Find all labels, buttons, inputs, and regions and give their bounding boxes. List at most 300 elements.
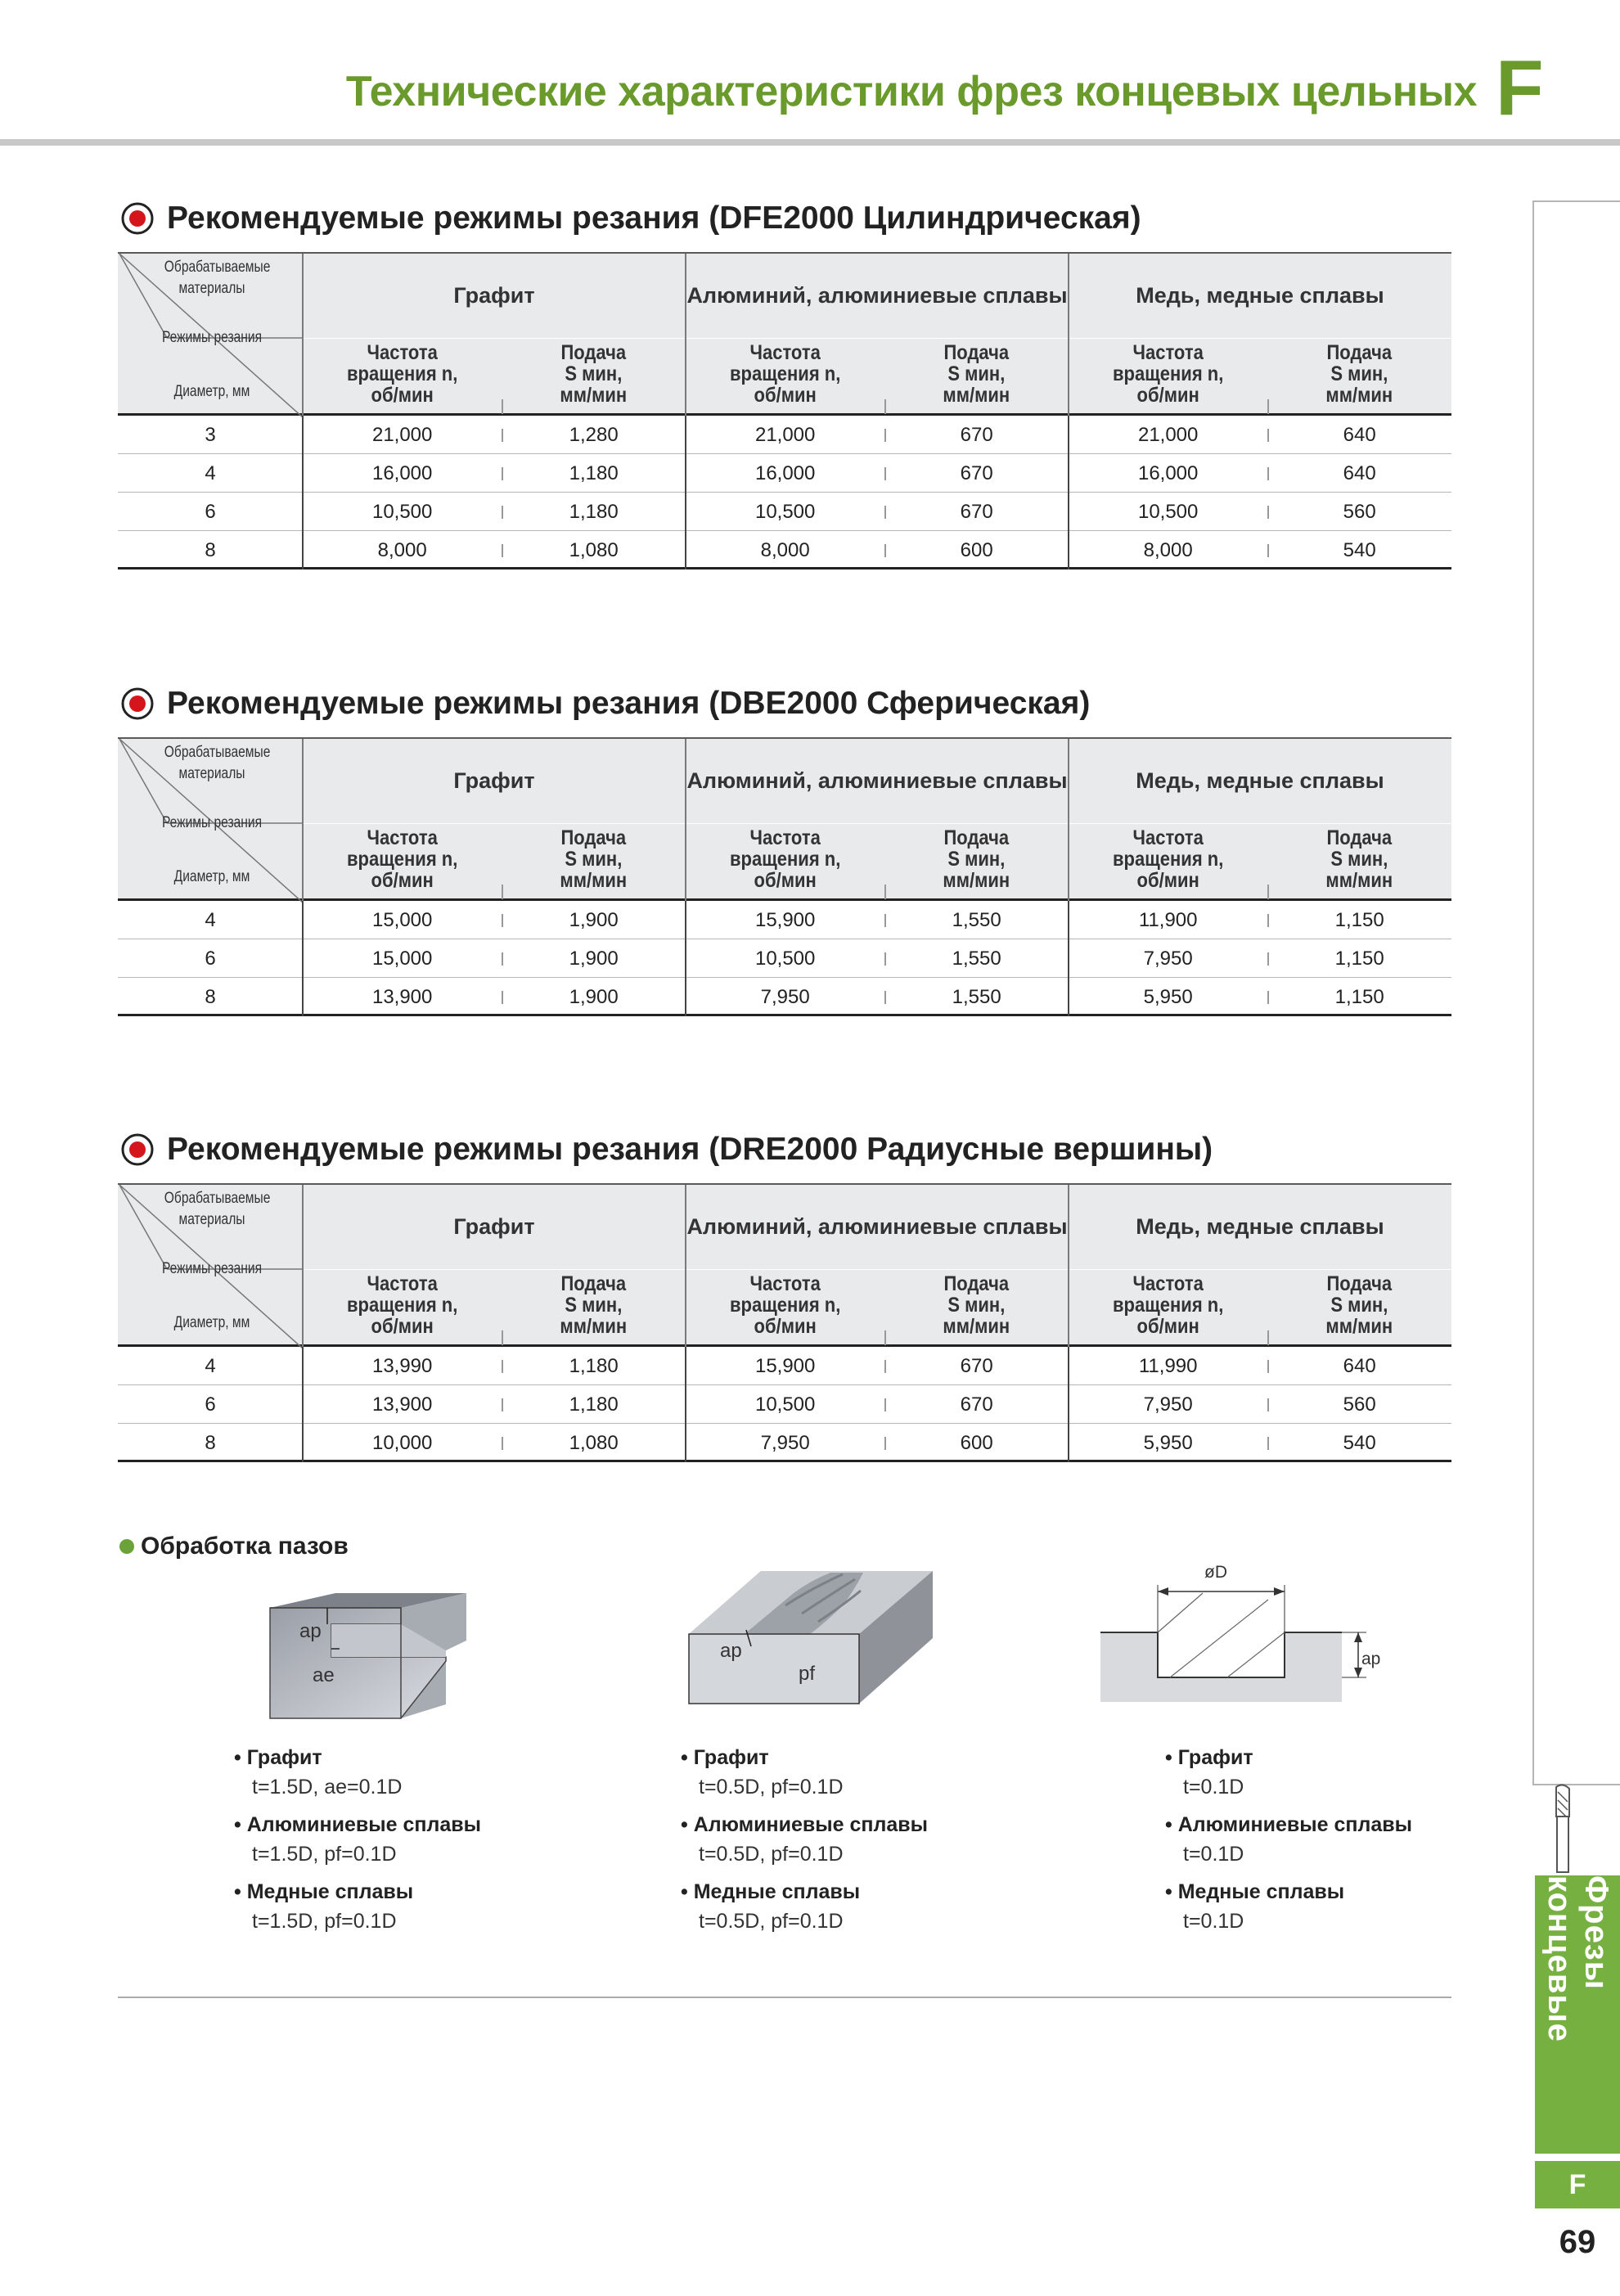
feed-subheader bbox=[1279, 827, 1441, 891]
speed-subheader bbox=[698, 827, 873, 891]
body-col-divider bbox=[1068, 978, 1069, 1016]
feed-cell: 540 bbox=[1343, 539, 1376, 561]
speed-subheader bbox=[698, 1273, 873, 1337]
speed-cell: 10,500 bbox=[1137, 501, 1199, 523]
header-col-divider bbox=[1068, 1185, 1069, 1348]
diameter-cell: 8 bbox=[205, 539, 216, 561]
cell-tick bbox=[1267, 467, 1269, 480]
feed-subheader-line: Подача bbox=[943, 341, 1010, 364]
diameter-cell: 8 bbox=[205, 1432, 216, 1454]
cell-tick bbox=[884, 1398, 886, 1411]
bottom-divider bbox=[118, 1997, 1451, 1998]
body-col-divider bbox=[1068, 939, 1069, 978]
speed-subheader-line: об/мин bbox=[1136, 869, 1199, 892]
note-value: t=0.5D, pf=0.1D bbox=[699, 1843, 844, 1866]
speed-subheader-line: Частота bbox=[749, 341, 821, 364]
cell-tick bbox=[1267, 991, 1269, 1004]
header-tick bbox=[884, 885, 886, 899]
speed-cell: 13,900 bbox=[371, 1393, 433, 1416]
feed-subheader-line: S мин, bbox=[947, 362, 1006, 385]
speed-cell: 15,000 bbox=[371, 948, 433, 970]
feed-cell: 670 bbox=[960, 1393, 993, 1416]
material-name: Медь, медные сплавы bbox=[1136, 768, 1384, 793]
feed-subheader-line: Подача bbox=[560, 826, 627, 849]
speed-subheader-line: Частота bbox=[367, 341, 438, 364]
materials-label: Обрабатываемые материалы bbox=[164, 259, 271, 297]
speed-cell: 16,000 bbox=[371, 462, 433, 484]
cell-tick bbox=[502, 991, 503, 1004]
feed-subheader-line: S мин, bbox=[1330, 848, 1388, 871]
section-letter: F bbox=[1496, 44, 1544, 132]
cell-tick bbox=[1267, 1437, 1269, 1450]
cutting-table bbox=[118, 1183, 1451, 1462]
body-col-divider bbox=[685, 901, 686, 939]
table-section-title bbox=[121, 1132, 1213, 1168]
cell-tick bbox=[1267, 544, 1269, 557]
body-col-divider bbox=[302, 493, 304, 531]
cell-tick bbox=[884, 429, 886, 442]
table-title-text: Рекомендуемые режимы резания (DBE2000 Сферическая) bbox=[167, 686, 1091, 721]
cell-tick bbox=[502, 1360, 503, 1373]
diameter-cell: 6 bbox=[205, 501, 216, 523]
speed-cell: 11,990 bbox=[1138, 1355, 1198, 1377]
table-section-title bbox=[121, 686, 1090, 722]
feed-subheader-line: мм/мин bbox=[1325, 384, 1393, 407]
speed-subheader-line: вращения n, bbox=[1113, 1294, 1224, 1317]
page-number: 69 bbox=[1559, 2224, 1596, 2260]
header-tick bbox=[502, 399, 503, 414]
speed-cell: 10,500 bbox=[754, 1393, 816, 1416]
body-col-divider bbox=[685, 531, 686, 569]
speed-subheader-line: вращения n, bbox=[347, 362, 458, 385]
cell-tick bbox=[884, 914, 886, 927]
speed-cell: 7,950 bbox=[760, 1432, 810, 1454]
feed-subheader-line: S мин, bbox=[1330, 1294, 1388, 1317]
cell-tick bbox=[1267, 1360, 1269, 1373]
feed-subheader-line: мм/мин bbox=[943, 1315, 1010, 1338]
table-row bbox=[118, 493, 1451, 531]
feed-cell: 1,550 bbox=[952, 909, 1001, 931]
body-col-divider bbox=[302, 978, 304, 1016]
note-material: • Медные сплавы bbox=[234, 1877, 481, 1907]
cell-tick bbox=[884, 1360, 886, 1373]
material-name: Графит bbox=[453, 1214, 535, 1239]
diameter-cell: 4 bbox=[205, 462, 216, 484]
table-row bbox=[118, 531, 1451, 569]
slot-section-title bbox=[119, 1533, 349, 1560]
feed-cell: 1,900 bbox=[569, 948, 619, 970]
header-tick bbox=[502, 885, 503, 899]
cutting-table bbox=[118, 737, 1451, 1016]
speed-cell: 7,950 bbox=[1143, 1393, 1193, 1416]
speed-cell: 15,900 bbox=[754, 909, 816, 931]
table-header bbox=[118, 1183, 1451, 1347]
feed-subheader-line: Подача bbox=[560, 1272, 627, 1295]
feed-cell: 1,280 bbox=[569, 424, 619, 446]
feed-cell: 600 bbox=[960, 1432, 993, 1454]
speed-cell: 7,950 bbox=[760, 986, 810, 1008]
feed-subheader-line: Подача bbox=[560, 341, 627, 364]
speed-cell: 16,000 bbox=[754, 462, 816, 484]
body-col-divider bbox=[1068, 493, 1069, 531]
note-value: t=0.1D bbox=[1183, 1910, 1244, 1933]
table-row bbox=[118, 1347, 1451, 1385]
body-col-divider bbox=[1068, 416, 1069, 454]
cell-tick bbox=[1267, 1398, 1269, 1411]
header-tick bbox=[884, 1330, 886, 1345]
speed-subheader-line: Частота bbox=[1132, 341, 1204, 364]
cell-tick bbox=[502, 952, 503, 966]
feed-subheader-line: S мин, bbox=[565, 1294, 623, 1317]
feed-subheader bbox=[896, 342, 1058, 406]
feed-cell: 1,150 bbox=[1334, 909, 1384, 931]
header-col-divider bbox=[302, 254, 304, 417]
body-col-divider bbox=[302, 901, 304, 939]
cell-tick bbox=[502, 506, 503, 519]
speed-subheader-line: вращения n, bbox=[730, 1294, 841, 1317]
cell-tick bbox=[502, 1398, 503, 1411]
material-name: Графит bbox=[453, 768, 535, 793]
header-col-divider bbox=[302, 1185, 304, 1348]
speed-cell: 16,000 bbox=[1137, 462, 1199, 484]
material-name: Алюминий, алюминиевые сплавы bbox=[686, 768, 1068, 793]
speed-cell: 21,000 bbox=[754, 424, 816, 446]
feed-cell: 1,180 bbox=[569, 1393, 619, 1416]
body-col-divider bbox=[1068, 1424, 1069, 1462]
feed-subheader-line: мм/мин bbox=[1325, 869, 1393, 892]
header-divider bbox=[0, 139, 1620, 146]
note-material: • Медные сплавы bbox=[681, 1877, 928, 1907]
table-section-title bbox=[121, 200, 1141, 236]
feed-subheader-line: S мин, bbox=[565, 848, 623, 871]
materials-label: Обрабатываемые материалы bbox=[164, 744, 271, 782]
speed-cell: 21,000 bbox=[371, 424, 433, 446]
feed-cell: 1,080 bbox=[569, 539, 619, 561]
cell-tick bbox=[884, 506, 886, 519]
note-value: t=1.5D, ae=0.1D bbox=[252, 1776, 403, 1799]
diameter-label: Диаметр, мм bbox=[173, 383, 250, 400]
body-col-divider bbox=[302, 1347, 304, 1385]
diameter-label: Диаметр, мм bbox=[173, 1314, 250, 1331]
header-col-divider bbox=[685, 739, 686, 903]
regimes-label: Режимы резания bbox=[161, 814, 263, 831]
feed-cell: 670 bbox=[960, 501, 993, 523]
note-material: • Графит bbox=[234, 1743, 481, 1772]
speed-cell: 13,990 bbox=[371, 1355, 433, 1377]
speed-subheader-line: вращения n, bbox=[347, 1294, 458, 1317]
table-title-text: Рекомендуемые режимы резания (DFE2000 Цилиндрическая) bbox=[167, 200, 1141, 236]
table-header bbox=[118, 737, 1451, 901]
body-col-divider bbox=[1068, 1385, 1069, 1424]
speed-cell: 21,000 bbox=[1137, 424, 1199, 446]
body-col-divider bbox=[685, 939, 686, 978]
speed-subheader-line: об/мин bbox=[371, 384, 434, 407]
feed-subheader-line: S мин, bbox=[565, 362, 623, 385]
note-value: t=1.5D, pf=0.1D bbox=[252, 1843, 397, 1866]
feed-cell: 1,150 bbox=[1334, 986, 1384, 1008]
table-row bbox=[118, 939, 1451, 978]
note-material: • Алюминиевые сплавы bbox=[681, 1810, 928, 1839]
feed-subheader-line: мм/мин bbox=[943, 384, 1010, 407]
body-col-divider bbox=[1068, 901, 1069, 939]
feed-cell: 1,150 bbox=[1334, 948, 1384, 970]
speed-cell: 7,950 bbox=[1143, 948, 1193, 970]
material-name: Графит bbox=[453, 283, 535, 308]
feed-subheader-line: Подача bbox=[1326, 1272, 1393, 1295]
regimes-label: Режимы резания bbox=[161, 329, 263, 346]
cell-tick bbox=[1267, 914, 1269, 927]
header-col-divider bbox=[685, 254, 686, 417]
page-title: Технические характеристики фрез концевых цельных bbox=[345, 68, 1477, 115]
feed-subheader-line: Подача bbox=[1326, 341, 1393, 364]
speed-subheader bbox=[698, 342, 873, 406]
speed-cell: 10,000 bbox=[371, 1432, 433, 1454]
header-col-divider bbox=[1068, 739, 1069, 903]
feed-subheader-line: мм/мин bbox=[1325, 1315, 1393, 1338]
feed-subheader bbox=[513, 342, 675, 406]
speed-cell: 10,500 bbox=[371, 501, 433, 523]
table-body bbox=[118, 416, 1451, 569]
table-row bbox=[118, 416, 1451, 454]
table-title-text: Рекомендуемые режимы резания (DRE2000 Радиусные вершины) bbox=[167, 1132, 1213, 1167]
cell-tick bbox=[1267, 429, 1269, 442]
slot-notes-column bbox=[1165, 1743, 1412, 1944]
body-col-divider bbox=[685, 1385, 686, 1424]
note-material: • Графит bbox=[1165, 1743, 1412, 1772]
feed-cell: 1,900 bbox=[569, 986, 619, 1008]
end-mill-icon bbox=[1546, 1784, 1579, 1874]
cell-tick bbox=[884, 544, 886, 557]
speed-cell: 5,950 bbox=[1143, 986, 1193, 1008]
feed-cell: 1,550 bbox=[952, 948, 1001, 970]
speed-cell: 8,000 bbox=[377, 539, 427, 561]
body-col-divider bbox=[302, 531, 304, 569]
fig2-ap-label: ap bbox=[720, 1640, 742, 1662]
material-name: Алюминий, алюминиевые сплавы bbox=[686, 283, 1068, 308]
speed-subheader-line: Частота bbox=[367, 826, 438, 849]
slot-figure-wavy bbox=[687, 1564, 941, 1708]
fig2-pf-label: pf bbox=[799, 1663, 816, 1685]
speed-subheader bbox=[1081, 1273, 1256, 1337]
header-col-divider bbox=[302, 739, 304, 903]
feed-cell: 600 bbox=[960, 539, 993, 561]
table-row bbox=[118, 901, 1451, 939]
speed-subheader-line: вращения n, bbox=[730, 362, 841, 385]
speed-cell: 10,500 bbox=[754, 948, 816, 970]
speed-subheader-line: вращения n, bbox=[1113, 362, 1224, 385]
material-name: Медь, медные сплавы bbox=[1136, 283, 1384, 308]
body-col-divider bbox=[685, 493, 686, 531]
feed-subheader bbox=[1279, 342, 1441, 406]
table-body bbox=[118, 901, 1451, 1016]
fig3-ap-label: ap bbox=[1361, 1650, 1381, 1668]
speed-subheader bbox=[1081, 827, 1256, 891]
slot-figure-step bbox=[262, 1591, 475, 1727]
speed-cell: 8,000 bbox=[1143, 539, 1193, 561]
feed-subheader bbox=[896, 1273, 1058, 1337]
cell-tick bbox=[1267, 506, 1269, 519]
feed-subheader-line: Подача bbox=[1326, 826, 1393, 849]
diameter-cell: 4 bbox=[205, 1355, 216, 1377]
table-row bbox=[118, 978, 1451, 1016]
cell-tick bbox=[884, 1437, 886, 1450]
speed-cell: 8,000 bbox=[760, 539, 810, 561]
cell-tick bbox=[1267, 952, 1269, 966]
feed-cell: 670 bbox=[960, 462, 993, 484]
slot-notes-column bbox=[681, 1743, 928, 1944]
feed-subheader-line: S мин, bbox=[947, 1294, 1006, 1317]
speed-subheader-line: Частота bbox=[1132, 1272, 1204, 1295]
note-value: t=0.5D, pf=0.1D bbox=[699, 1776, 844, 1799]
table-header bbox=[118, 252, 1451, 416]
feed-cell: 670 bbox=[960, 424, 993, 446]
speed-subheader-line: вращения n, bbox=[347, 848, 458, 871]
speed-subheader-line: об/мин bbox=[754, 1315, 817, 1338]
speed-subheader-line: Частота bbox=[1132, 826, 1204, 849]
feed-subheader-line: S мин, bbox=[947, 848, 1006, 871]
note-value: t=0.1D bbox=[1183, 1776, 1244, 1799]
speed-subheader bbox=[315, 342, 490, 406]
note-material: • Медные сплавы bbox=[1165, 1877, 1412, 1907]
diameter-cell: 6 bbox=[205, 948, 216, 970]
sidebar-tab-label: Фрезы концевые bbox=[1541, 1875, 1614, 2042]
speed-subheader-line: вращения n, bbox=[1113, 848, 1224, 871]
feed-cell: 1,080 bbox=[569, 1432, 619, 1454]
speed-subheader-line: об/мин bbox=[371, 1315, 434, 1338]
speed-subheader bbox=[315, 827, 490, 891]
cutting-table bbox=[118, 252, 1451, 569]
cell-tick bbox=[502, 1437, 503, 1450]
table-row bbox=[118, 1424, 1451, 1462]
material-name: Медь, медные сплавы bbox=[1136, 1214, 1384, 1239]
target-icon bbox=[121, 202, 154, 235]
body-col-divider bbox=[1068, 1347, 1069, 1385]
speed-subheader-line: вращения n, bbox=[730, 848, 841, 871]
feed-subheader-line: мм/мин bbox=[560, 1315, 628, 1338]
table-row bbox=[118, 454, 1451, 493]
body-col-divider bbox=[302, 939, 304, 978]
sidebar-border-top bbox=[1532, 200, 1620, 202]
fig1-ae-label: ae bbox=[313, 1664, 335, 1686]
note-value: t=1.5D, pf=0.1D bbox=[252, 1910, 397, 1933]
table-row bbox=[118, 1385, 1451, 1424]
speed-subheader-line: Частота bbox=[749, 826, 821, 849]
header-split bbox=[303, 1269, 1451, 1270]
feed-subheader-line: мм/мин bbox=[560, 384, 628, 407]
table-body bbox=[118, 1347, 1451, 1462]
diameter-cell: 4 bbox=[205, 909, 216, 931]
body-col-divider bbox=[302, 454, 304, 493]
header-tick bbox=[502, 1330, 503, 1345]
note-value: t=0.1D bbox=[1183, 1843, 1244, 1866]
feed-subheader-line: Подача bbox=[943, 826, 1010, 849]
diameter-cell: 3 bbox=[205, 424, 216, 446]
cell-tick bbox=[884, 991, 886, 1004]
feed-cell: 1,900 bbox=[569, 909, 619, 931]
speed-subheader-line: об/мин bbox=[1136, 1315, 1199, 1338]
note-material: • Графит bbox=[681, 1743, 928, 1772]
feed-subheader-line: мм/мин bbox=[943, 869, 1010, 892]
cell-tick bbox=[502, 429, 503, 442]
cell-tick bbox=[884, 467, 886, 480]
diameter-cell: 6 bbox=[205, 1393, 216, 1416]
feed-subheader-line: S мин, bbox=[1330, 362, 1388, 385]
feed-cell: 560 bbox=[1343, 501, 1376, 523]
speed-subheader-line: Частота bbox=[367, 1272, 438, 1295]
feed-subheader bbox=[896, 827, 1058, 891]
cell-tick bbox=[502, 467, 503, 480]
cell-tick bbox=[502, 914, 503, 927]
speed-subheader bbox=[315, 1273, 490, 1337]
speed-cell: 10,500 bbox=[754, 501, 816, 523]
target-icon bbox=[121, 1133, 154, 1166]
feed-subheader bbox=[1279, 1273, 1441, 1337]
speed-subheader-line: об/мин bbox=[371, 869, 434, 892]
note-value: t=0.5D, pf=0.1D bbox=[699, 1910, 844, 1933]
feed-subheader bbox=[513, 1273, 675, 1337]
speed-cell: 11,900 bbox=[1138, 909, 1198, 931]
header-col-divider bbox=[685, 1185, 686, 1348]
header-tick bbox=[884, 399, 886, 414]
feed-cell: 640 bbox=[1343, 462, 1376, 484]
body-col-divider bbox=[685, 1347, 686, 1385]
diameter-label: Диаметр, мм bbox=[173, 868, 250, 885]
body-col-divider bbox=[685, 978, 686, 1016]
body-col-divider bbox=[1068, 531, 1069, 569]
feed-cell: 1,550 bbox=[952, 986, 1001, 1008]
fig1-ap-label: ap bbox=[299, 1620, 322, 1642]
feed-cell: 560 bbox=[1343, 1393, 1376, 1416]
diameter-cell: 8 bbox=[205, 986, 216, 1008]
speed-subheader-line: об/мин bbox=[754, 869, 817, 892]
speed-subheader bbox=[1081, 342, 1256, 406]
speed-cell: 13,900 bbox=[371, 986, 433, 1008]
slot-figure-section bbox=[1096, 1575, 1391, 1706]
header-tick bbox=[1267, 399, 1269, 414]
body-col-divider bbox=[302, 1385, 304, 1424]
body-col-divider bbox=[685, 416, 686, 454]
feed-cell: 1,180 bbox=[569, 1355, 619, 1377]
feed-cell: 640 bbox=[1343, 424, 1376, 446]
sidebar-letter: F bbox=[1535, 2161, 1620, 2208]
body-col-divider bbox=[685, 454, 686, 493]
materials-label: Обрабатываемые материалы bbox=[164, 1190, 271, 1228]
fig3-d-label: øD bbox=[1204, 1563, 1227, 1582]
feed-cell: 1,180 bbox=[569, 501, 619, 523]
feed-cell: 670 bbox=[960, 1355, 993, 1377]
note-material: • Алюминиевые сплавы bbox=[234, 1810, 481, 1839]
slot-title-text: Обработка пазов bbox=[141, 1533, 349, 1560]
feed-cell: 640 bbox=[1343, 1355, 1376, 1377]
body-col-divider bbox=[302, 416, 304, 454]
body-col-divider bbox=[302, 1424, 304, 1462]
cell-tick bbox=[502, 544, 503, 557]
header-tick bbox=[1267, 1330, 1269, 1345]
speed-cell: 5,950 bbox=[1143, 1432, 1193, 1454]
sidebar-border bbox=[1532, 200, 1534, 1784]
header-tick bbox=[1267, 885, 1269, 899]
feed-subheader-line: мм/мин bbox=[560, 869, 628, 892]
note-material: • Алюминиевые сплавы bbox=[1165, 1810, 1412, 1839]
speed-subheader-line: Частота bbox=[749, 1272, 821, 1295]
body-col-divider bbox=[1068, 454, 1069, 493]
speed-subheader-line: об/мин bbox=[1136, 384, 1199, 407]
header-col-divider bbox=[1068, 254, 1069, 417]
material-name: Алюминий, алюминиевые сплавы bbox=[686, 1214, 1068, 1239]
cell-tick bbox=[884, 952, 886, 966]
body-col-divider bbox=[685, 1424, 686, 1462]
speed-cell: 15,900 bbox=[754, 1355, 816, 1377]
